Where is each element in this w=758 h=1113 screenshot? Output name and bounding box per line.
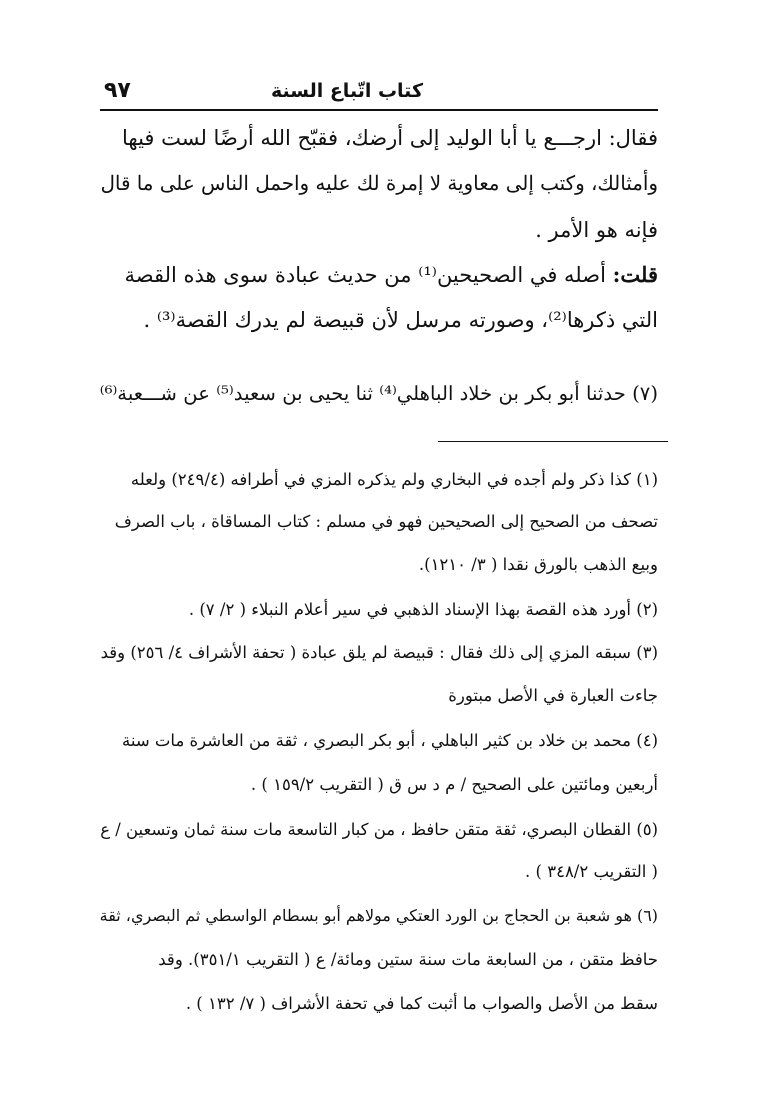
footnote-line: جاءت العبارة في الأصل مبتورة: [448, 686, 658, 705]
header-rule: [100, 109, 658, 111]
body-line-3: فإنه هو الأمر .: [535, 218, 658, 242]
body-line-4: [125, 262, 658, 287]
footnote-line: (٤) محمد بن خلاد بن كثير الباهلي ، أبو بكر البصري ، ثقة من العاشرة مات سنة: [122, 731, 658, 750]
page-header: [100, 78, 658, 110]
running-title: كتاب اتّباع السنة: [270, 80, 423, 102]
footnote-line: (٥) القطان البصري، ثقة متقن حافظ ، من كبار التاسعة مات سنة ثمان وتسعين / ع: [100, 820, 658, 839]
page-number: ٩٧: [104, 78, 131, 103]
body-line-2: وأمثالك، وكتب إلى معاوية لا إمرة لك عليه واحمل الناس على ما قال: [100, 172, 658, 195]
footnote-separator: [438, 441, 668, 442]
body-line-4-text: أصله في الصحيحين⁽¹⁾ من حديث عبادة سوى هذه القصة: [124, 263, 606, 287]
body-line-5: التي ذكرها⁽²⁾، وصورته مرسل لأن قبيصة لم يدرك القصة⁽³⁾ .: [143, 308, 658, 332]
footnote-line: (١) كذا ذكر ولم أجده في البخاري ولم يذكره المزي في أطرافه (٢٤٩/٤) ولعله: [130, 470, 658, 489]
qult-label: قلت:: [612, 262, 658, 287]
footnote-line: حافظ متقن ، من السابعة مات سنة ستين ومائة/ ع ( التقريب ٣٥١/١). وقد: [158, 950, 658, 969]
footnote-line: (٢) أورد هذه القصة بهذا الإسناد الذهبي في سير أعلام النبلاء ( ٢/ ٧) .: [188, 600, 658, 619]
footnote-line: ( التقريب ٣٤٨/٢ ) .: [525, 862, 658, 881]
footnote-line: أربعين ومائتين على الصحيح / م د س ق ( التقريب ١٥٩/٢ ) .: [250, 775, 658, 794]
footnote-line: (٣) سبقه المزي إلى ذلك فقال : قبيصة لم يلق عبادة ( تحفة الأشراف ٤/ ٢٥٦) وقد: [100, 643, 658, 662]
footnote-line: وبيع الذهب بالورق نقدا ( ٣/ ١٢١٠).: [418, 555, 658, 574]
body-line-6: (٧) حدثنا أبو بكر بن خلاد الباهلي⁽⁴⁾ ثنا يحيى بن سعيد⁽⁵⁾ عن شـــعبة⁽⁶⁾: [99, 382, 658, 405]
footnote-line: (٦) هو شعبة بن الحجاج بن الورد العتكي مولاهم أبو بسطام الواسطي ثم البصري، ثقة: [99, 906, 658, 925]
body-line-1: فقال: ارجـــع يا أبا الوليد إلى أرضك، فقبّح الله أرضًا لست فيها: [121, 126, 658, 150]
footnote-line: تصحف من الصحيح إلى الصحيحين فهو في مسلم : كتاب المساقاة ، باب الصرف: [114, 512, 658, 531]
footnote-line: سقط من الأصل والصواب ما أثبت كما في تحفة الأشراف ( ٧/ ١٣٢ ) .: [185, 994, 658, 1013]
